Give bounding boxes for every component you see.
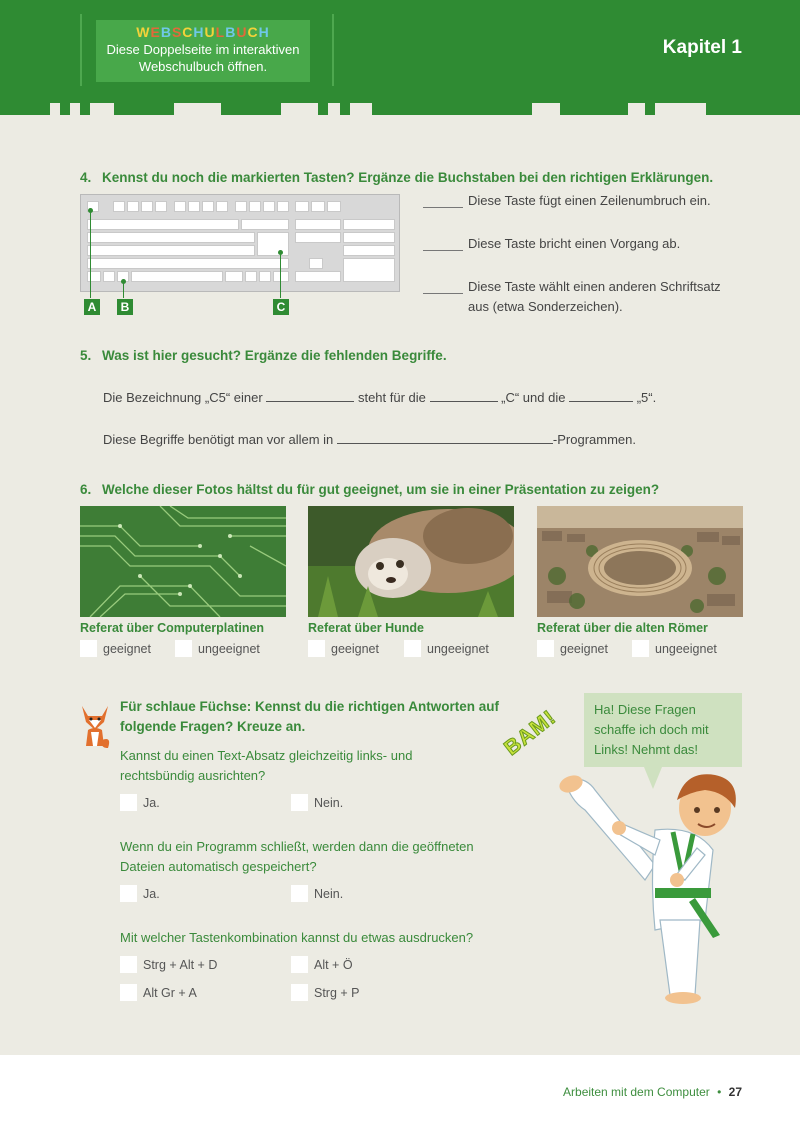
speech-bubble — [584, 693, 742, 767]
label-fq1-ja: Ja. — [143, 796, 160, 810]
answer-blank-1[interactable] — [423, 207, 463, 208]
q5-line-2 — [103, 432, 636, 447]
answer-text-3b: aus (etwa Sonderzeichen). — [468, 299, 623, 314]
q4-text: Kennst du noch die markierten Tasten? Ergänze die Buchstaben bei den richtigen Erklärungen. — [102, 170, 714, 185]
label-photo1-ungeeignet: ungeeignet — [198, 642, 260, 656]
q6-text: Welche dieser Fotos hältst du für gut geeignet, um sie in einer Präsentation zu zeigen? — [102, 482, 660, 497]
speech-line-1: Ha! Diese Fragen — [594, 702, 696, 717]
keyboard-image — [80, 194, 400, 292]
label-b: B — [117, 299, 133, 315]
checkbox-photo3-ungeeignet[interactable] — [632, 640, 649, 657]
q5-text-1d: „5“. — [636, 390, 657, 405]
fq1-line2: rechtsbündig ausrichten? — [120, 768, 266, 783]
q5-blank-3[interactable] — [569, 390, 633, 402]
q6-title — [80, 482, 659, 497]
answer-text-1: Diese Taste fügt einen Zeilenumbruch ein. — [468, 193, 711, 208]
fox-icon — [78, 702, 112, 750]
checkbox-fq3-alt-oe[interactable] — [291, 956, 308, 973]
q5-line-1 — [103, 390, 656, 405]
fq2-line1: Wenn du ein Programm schließt, werden dann die geöffneten — [120, 839, 474, 854]
label-photo2-geeignet: geeignet — [331, 642, 379, 656]
footer-text — [563, 1085, 742, 1099]
label-c: C — [273, 299, 289, 315]
speech-line-3: Links! Nehmt das! — [594, 742, 699, 757]
answer-text-3a: Diese Taste wählt einen anderen Schriftsatz — [468, 279, 721, 294]
label-photo3-geeignet: geeignet — [560, 642, 608, 656]
checkbox-fq2-nein[interactable] — [291, 885, 308, 902]
webschulbuch-logo: WEBSCHULBUCH — [136, 24, 270, 40]
q5-number: 5. — [80, 348, 92, 363]
label-fq3-strg-p: Strg + P — [314, 986, 360, 1000]
speech-line-2: schaffe ich doch mit — [594, 722, 709, 737]
q5-text-2a: Diese Begriffe benötigt man vor allem in — [103, 432, 334, 447]
q5-text-1b: steht für die — [357, 390, 426, 405]
label-fq3-strg-alt-d: Strg + Alt + D — [143, 958, 218, 972]
photo-cat-and-dog — [308, 506, 514, 617]
q5-blank-2[interactable] — [430, 390, 498, 402]
fuechse-title-1: Für schlaue Füchse: Kennst du die richtigen Antworten auf — [120, 699, 500, 714]
photo-colosseum — [537, 506, 743, 617]
checkbox-photo1-ungeeignet[interactable] — [175, 640, 192, 657]
page-number: 27 — [728, 1085, 742, 1099]
checkbox-fq3-altgr-a[interactable] — [120, 984, 137, 1001]
answer-blank-2[interactable] — [423, 250, 463, 251]
checkbox-photo2-ungeeignet[interactable] — [404, 640, 421, 657]
checkbox-fq2-ja[interactable] — [120, 885, 137, 902]
label-photo3-ungeeignet: ungeeignet — [655, 642, 717, 656]
checkbox-photo2-geeignet[interactable] — [308, 640, 325, 657]
marker-line-c — [280, 254, 281, 298]
q5-text: Was ist hier gesucht? Ergänze die fehlenden Begriffe. — [102, 348, 447, 363]
q6-number: 6. — [80, 482, 92, 497]
checkbox-photo1-geeignet[interactable] — [80, 640, 97, 657]
q5-text-1c: „C“ und die — [501, 390, 566, 405]
caption-2: Referat über Hunde — [308, 621, 424, 635]
q5-text-1a: Die Bezeichnung „C5“ einer — [103, 390, 263, 405]
fq2-line2: Dateien automatisch gespeichert? — [120, 859, 317, 874]
photo-circuit-board — [80, 506, 286, 617]
q5-blank-4[interactable] — [337, 432, 553, 444]
checkbox-fq1-ja[interactable] — [120, 794, 137, 811]
label-fq1-nein: Nein. — [314, 796, 344, 810]
q4-title — [80, 170, 713, 185]
checkbox-fq1-nein[interactable] — [291, 794, 308, 811]
answer-text-2: Diese Taste bricht einen Vorgang ab. — [468, 236, 681, 251]
label-fq2-ja: Ja. — [143, 887, 160, 901]
caption-1: Referat über Computerplatinen — [80, 621, 265, 635]
bam-text: BAM! — [500, 705, 561, 761]
fq3-line1: Mit welcher Tastenkombination kannst du etwas ausdrucken? — [120, 930, 474, 945]
webschulbuch-button[interactable] — [96, 20, 310, 82]
karate-boy-illustration — [555, 770, 755, 1010]
chapter-title: Kapitel 1 — [662, 37, 742, 58]
q5-blank-1[interactable] — [266, 390, 354, 402]
footer-section-title: Arbeiten mit dem Computer — [563, 1085, 710, 1099]
checkbox-fq3-strg-alt-d[interactable] — [120, 956, 137, 973]
label-fq2-nein: Nein. — [314, 887, 344, 901]
checkbox-photo3-geeignet[interactable] — [537, 640, 554, 657]
q5-title — [80, 348, 447, 363]
label-a: A — [84, 299, 100, 315]
label-photo2-ungeeignet: ungeeignet — [427, 642, 489, 656]
footer-bullet: • — [717, 1085, 722, 1099]
caption-3: Referat über die alten Römer — [537, 621, 708, 635]
webschulbuch-text: Diese Doppelseite im interaktiven Webschulbuch öffnen. — [106, 42, 300, 74]
label-photo1-geeignet: geeignet — [103, 642, 151, 656]
checkbox-fq3-strg-p[interactable] — [291, 984, 308, 1001]
marker-line-a — [90, 212, 91, 298]
q5-text-2b: -Programmen. — [552, 432, 636, 447]
fuechse-title-2: folgende Fragen? Kreuze an. — [120, 719, 306, 734]
q4-number: 4. — [80, 170, 92, 185]
header-stripe — [0, 103, 800, 115]
label-fq3-alt-oe: Alt + Ö — [314, 958, 353, 972]
label-fq3-altgr-a: Alt Gr + A — [143, 986, 197, 1000]
marker-line-b — [123, 283, 124, 298]
answer-blank-3[interactable] — [423, 293, 463, 294]
fq1-line1: Kannst du einen Text-Absatz gleichzeitig links- und — [120, 748, 413, 763]
